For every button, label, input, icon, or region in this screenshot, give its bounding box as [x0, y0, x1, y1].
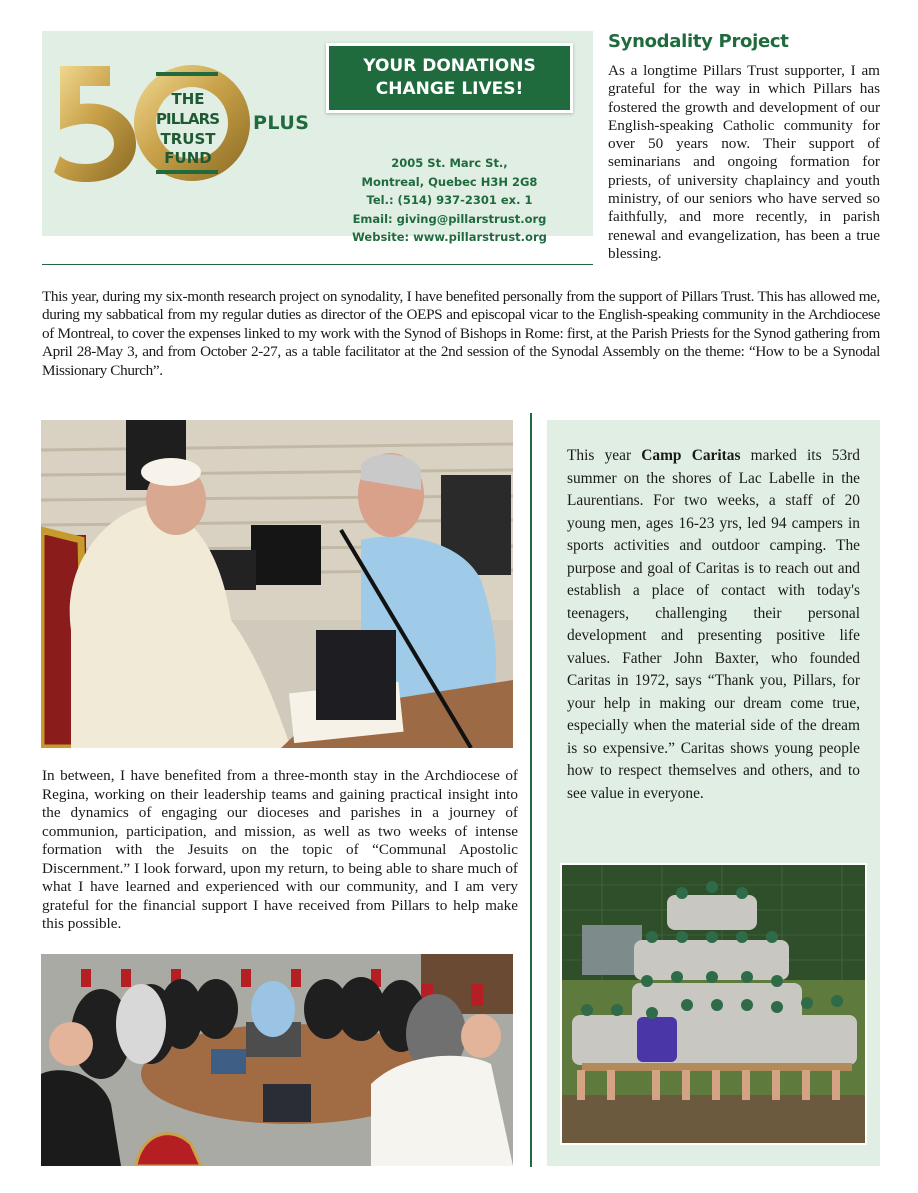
pillars-50-logo: [52, 60, 262, 182]
logo-plus-label: PLUS: [253, 112, 310, 134]
phone: Tel.: (514) 937-2301 ex. 1: [366, 193, 533, 207]
camp-caritas-name: Camp Caritas: [641, 447, 741, 464]
article-paragraph-2: [42, 767, 518, 934]
header-divider: [42, 264, 593, 265]
svg-text:FUND: FUND: [164, 149, 212, 167]
svg-text:TRUST: TRUST: [160, 130, 216, 148]
photo-camp-caritas-group: [560, 863, 867, 1145]
email-link[interactable]: Email: giving@pillarstrust.org: [352, 211, 547, 226]
website-link[interactable]: Website: www.pillarstrust.org: [352, 230, 547, 244]
camp-caritas-paragraph: This year Camp Caritas marked its 53rd summer on the shores of Lac Labelle in the Laurentians. For two weeks, a staff of 20 young men, ages 16-23 yrs, led 94 campers in sports activities and outdoor camping. The purpose and goal of Caritas is to reach out and establish a place of contact with today's teenagers, challenging their personal development and presenting positive life values. Father John Baxter, who founded Caritas in 1972, says “Thank you, Pillars, for your help in making our dream come true, especially when the material side of the dream is so expensive.” Caritas shows young people how to respect themselves and others, and to see value in everyone.: [567, 447, 860, 802]
column-divider: [530, 413, 532, 1167]
donations-line-2: CHANGE LIVES!: [375, 79, 524, 99]
paragraph-1-text: This year, during my six-month research project on synodality, I have benefited personally from the support of Pillars Trust. This has allowed me, during my sabbatical from my regular duties as director of the OEPS and episcopal vicar to the English-speaking community in the Archdiocese of Montreal, to cover the expenses linked to my work with the Synod of Bishops in Rome: first, at the Parish Priests for the Synod gathering from April 28-May 3, and from October 2-27, as a table facilitator at the 2nd session of the Synodal Assembly on the theme: “How to be a Synodal Missionary Church”.: [42, 288, 880, 379]
article-intro: [608, 62, 880, 263]
photo-pope-conversation: [41, 420, 513, 748]
paragraph-2-text: In between, I have benefited from a three-month stay in the Archdiocese of Regina, working on their leadership teams and gaining practical insight into the dynamics of engaging our dioceses and parishes in a journey of communion, participation, and mission, as well as two weeks of intense formation with the Jesuits on the topic of “Communal Apostolic Discernment.” I look forward, upon my return, to being able to share much of what I have learned and experienced with our community, and I am very grateful for the financial support I have received from Pillars to help make this possible.: [42, 767, 518, 932]
article-paragraph-1: [42, 288, 880, 380]
svg-text:THE: THE: [171, 90, 205, 108]
intro-paragraph: As a longtime Pillars Trust supporter, I am grateful for the way in which Pillars has fostered the growth and development of our English-speaking Catholic community for over 50 years now. Their support of seminarians and ongoing formation for priests, of university chaplaincy and youth ministry, of our seniors who have served so faithfully, and more recently, in parish renewal and evangelization, has been a true blessing.: [608, 62, 880, 262]
donations-line-1: YOUR DONATIONS: [363, 56, 536, 76]
contact-block: [326, 154, 573, 247]
svg-text:PILLARS: PILLARS: [156, 110, 220, 128]
donations-banner: [326, 43, 573, 113]
article-title: Synodality Project: [608, 31, 789, 52]
camp-caritas-text: [567, 445, 860, 805]
photo-synod-table: [41, 954, 513, 1166]
address-line-1: 2005 St. Marc St.,: [391, 156, 508, 170]
address-line-2: Montreal, Quebec H3H 2G8: [361, 174, 538, 189]
